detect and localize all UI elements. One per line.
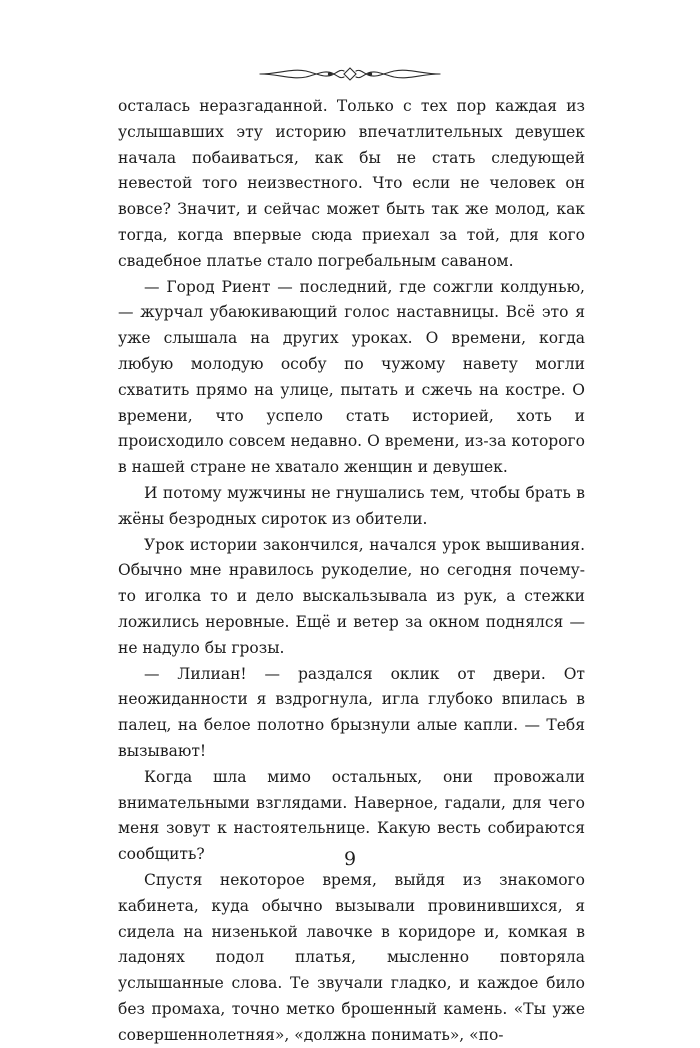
decorative-ornament bbox=[258, 62, 442, 86]
paragraph-6: Когда шла мимо остальных, они провожали внимательными взглядами. Наверное, гадали, для чего меня зовут к настоятельнице. Какую весть собираются сообщить? bbox=[118, 767, 585, 864]
body-text bbox=[118, 94, 585, 1048]
paragraph-5: — Лилиан! — раздался оклик от двери. От неожиданности я вздрогнула, игла глубоко впилась в палец, на белое полотно брызнули алые капли. — Тебя вызывают! bbox=[118, 664, 585, 760]
paragraph-2: — Город Риент — последний, где сожгли колдунью, — журчал убаюкивающий голос наставницы. Всё это я уже слышала на других уроках. О времени, когда любую молодую особу по чужому навету могли схватить прямо на улице, пытать и сжечь на костре. О времени, что успело стать историей, хоть и происходило совсем недавно. О времени, из-за которого в нашей стране не хватало женщин и девушек. bbox=[118, 277, 585, 477]
paragraph-4: Урок истории закончился, начался урок вышивания. Обычно мне нравилось рукоделие, но сегодня почему-то иголка то и дело выскальзывала из рук, а стежки ложились неровные. Ещё и ветер за окном поднялся — не надуло бы грозы. bbox=[118, 535, 585, 657]
paragraph-1: осталась неразгаданной. Только с тех пор каждая из услышавших эту историю впечатлительных девушек начала побаиваться, как бы не стать следующей невестой того неизвестного. Что если не человек он вовсе? Значит, и сейчас может быть так же молод, как тогда, когда впервые сюда приехал за той, для кого свадебное платье стало погребальным саваном. bbox=[118, 97, 585, 270]
paragraph-3: И потому мужчины не гнушались тем, чтобы брать в жёны безродных сироток из обители. bbox=[118, 483, 585, 528]
paragraph-7: Спустя некоторое время, выйдя из знакомого кабинета, куда обычно вызывали провинившихся, я сидела на низенькой лавочке в коридоре и, комкая в ладонях подол платья, мысленно повторяла услышанные слова. Те звучали гладко, и каждое било без промаха, точно метко брошенный камень. «Ты уже совершеннолетняя», «должна понимать», «по- bbox=[118, 870, 585, 1044]
page-number: 9 bbox=[343, 848, 357, 870]
